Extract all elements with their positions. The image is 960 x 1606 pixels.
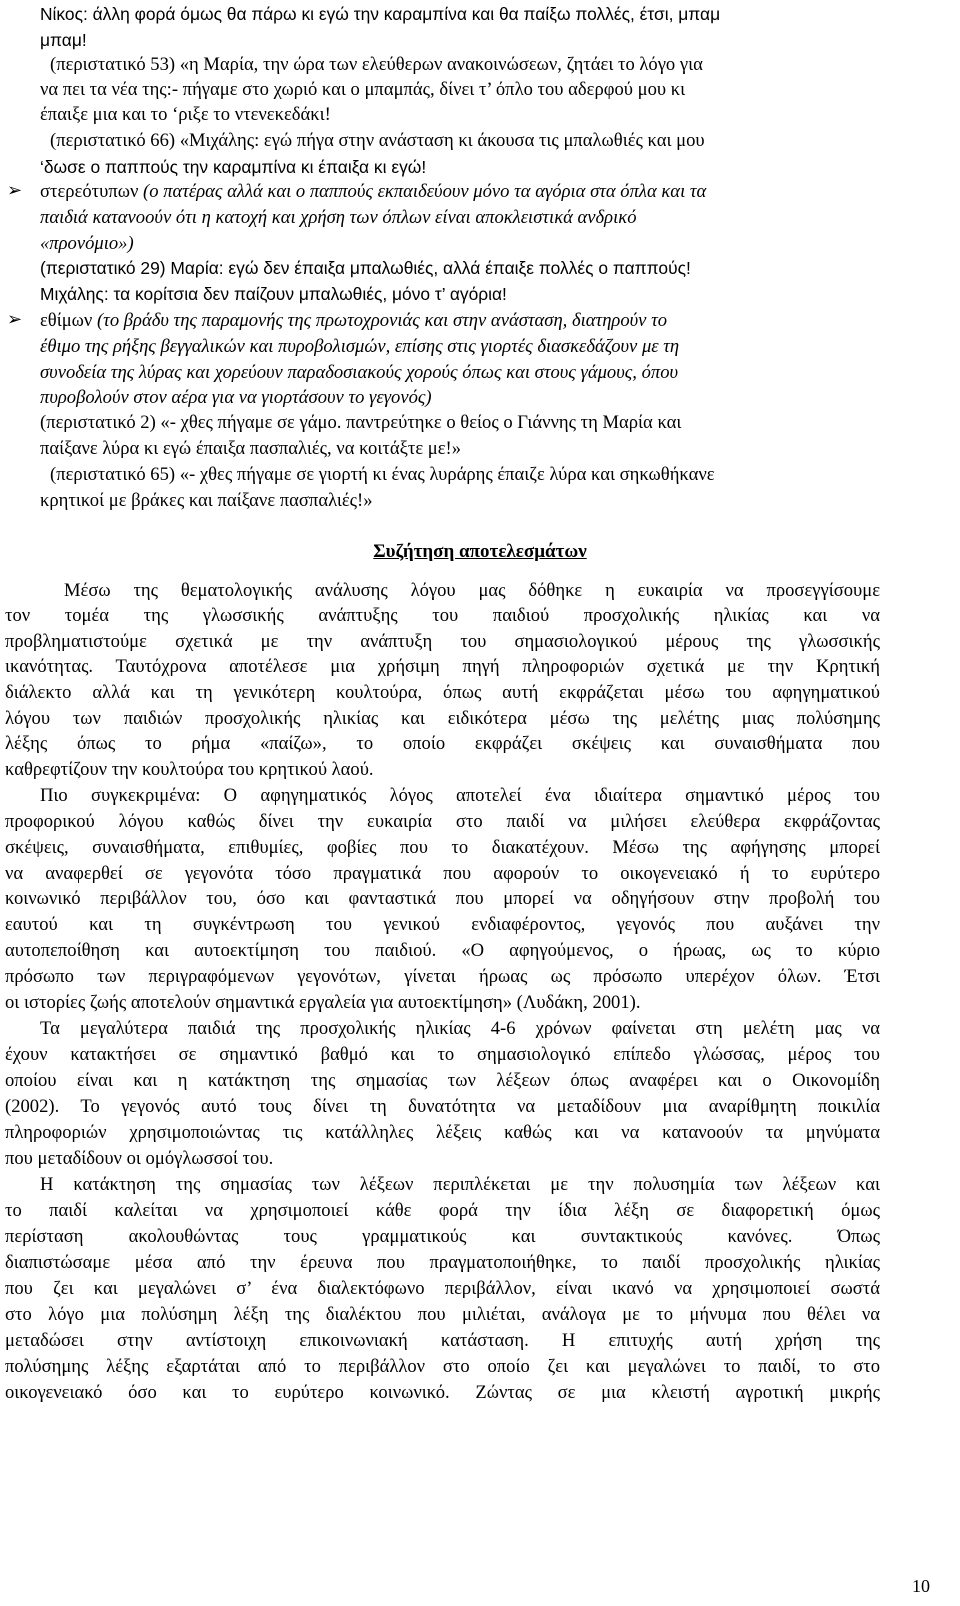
- customs-line-2: έθιμο της ρήξης βεγγαλικών και πυροβολισμών, επίσης στις γιορτές διασκεδάζουν με τη: [40, 336, 680, 357]
- para4-line: περίσταση ακολουθώντας τους γραμματικούς και συντακτικούς κανόνες. Όπως: [5, 1226, 880, 1247]
- stereotypes-bullet-line-1: στερεότυπων (ο πατέρας αλλά και ο παππούς εκπαιδεύουν μόνο τα αγόρια στα όπλα και τα: [40, 181, 707, 202]
- para2-line: να αναφερθεί σε γεγονότα τόσο πραγματικά που αφορούν το οικογενειακό ή το ευρύτερο: [5, 863, 880, 884]
- incident-65-line-2: κρητικοί με βράκες και παίξανε πασπαλιές!»: [40, 490, 373, 511]
- para2-line: αυτοπεποίθηση και αυτοεκτίμηση του παιδιού. «Ο αφηγούμενος, ο ήρωας, ως το κύριο: [5, 940, 880, 961]
- para2-line: προφορικού λόγου καθώς δίνει την ευκαιρία στο παιδί να μιλήσει ελεύθερα εκφράζοντας: [5, 811, 880, 832]
- stereotypes-line-3: «προνόμιο»): [40, 233, 134, 254]
- incident-53-line-2: να πει τα νέα της:- πήγαμε στο χωριό και ο μπαμπάς, δίνει τ’ όπλο του αδερφού μου κι: [40, 79, 686, 100]
- para4-line: μεταδώσει στην αντίστοιχη επικοινωνιακή κατάσταση. Η επιτυχής αυτή χρήση της: [5, 1330, 880, 1351]
- para4-line: στο λόγο μια πολύσημη λέξη της διαλέκτου που μιλιέται, ανάλογα με το μήνυμα που θέλει να: [5, 1304, 880, 1325]
- incident-53-line-3: έπαιξε μια και το ‘ριξε το ντενεκεδάκι!: [40, 104, 331, 125]
- para1-line: διάλεκτο αλλά και τη γενικότερη κουλτούρα, όπως αυτή εκφράζεται μέσω του αφηγηματικού: [5, 682, 880, 703]
- para2-line: σκέψεις, συναισθήματα, επιθυμίες, φοβίες που το διακατέχουν. Μέσω της αφήγησης μπορεί: [5, 837, 880, 858]
- para4-line: οικογενειακό όσο και το ευρύτερο κοινωνικό. Ζώντας σε μια κλειστή αγροτική μικρής: [5, 1382, 880, 1403]
- para1-line: λέξης όπως το ρήμα «παίζω», το οποίο εκφράζει σκέψεις και συναισθήματα που: [5, 733, 880, 754]
- incident-66-line-1: (περιστατικό 66) «Μιχάλης: εγώ πήγα στην ανάσταση κι άκουσα τις μπαλωθιές και μου: [50, 130, 705, 151]
- para3-line: Τα μεγαλύτερα παιδιά της προσχολικής ηλικίας 4-6 χρόνων φαίνεται στη μελέτη μας να: [40, 1018, 880, 1039]
- para4-line: διαπιστώσαμε μέσα από την έρευνα που πραγματοποιήθηκε, το παιδί προσχολικής ηλικίας: [5, 1252, 880, 1273]
- para3-line: (2002). Το γεγονός αυτό τους δίνει τη δυνατότητα να μεταδίδουν μια αναρίθμητη ποικιλία: [5, 1096, 880, 1117]
- para2-line: εαυτού και τη συγκέντρωση του γενικού ενδιαφέροντος, γεγονός που αυξάνει την: [5, 914, 880, 935]
- stereotypes-line-2: παιδιά κατανοούν ότι η κατοχή και χρήση των όπλων είναι αποκλειστικά ανδρικό: [40, 207, 637, 228]
- dialogue-niko-line-1: Νίκος: άλλη φορά όμως θα πάρω κι εγώ την καραμπίνα και θα παίξω πολλές, έτσι, μπαμ: [40, 4, 721, 24]
- customs-line-3: συνοδεία της λύρας και χορεύουν παραδοσιακούς χορούς όπως και στους γάμους, όπου: [40, 362, 679, 383]
- para4-line: που ζει και μεγαλώνει σ’ ένα διαλεκτόφωνο περιβάλλον, είναι ικανό να χρησιμοποιεί σωστά: [5, 1278, 880, 1299]
- para1-line: προβληματιστούμε σχετικά με την ανάπτυξη του σημασιολογικού μέρους της γλωσσικής: [5, 631, 880, 652]
- arrow-bullet-icon: ➢: [7, 180, 23, 201]
- incident-2-line-2: παίξανε λύρα κι εγώ έπαιξα πασπαλιές, να κοιτάξτε με!»: [40, 438, 462, 459]
- incident-66-line-2: ‘δωσε ο παππούς την καραμπίνα κι έπαιξα κι εγώ!: [40, 157, 427, 177]
- customs-bullet-line-1: εθίμων (το βράδυ της παραμονής της πρωτοχρονιάς και στην ανάσταση, διατηρούν το: [40, 310, 668, 331]
- para1-line: τον τομέα της γλωσσικής ανάπτυξης του παιδιού προσχολικής ηλικίας και να: [5, 605, 880, 626]
- para4-line: το παιδί καλείται να χρησιμοποιεί κάθε φορά την ίδια λέξη σε διαφορετική όμως: [5, 1200, 880, 1221]
- para3-line: έχουν κατακτήσει σε σημαντικό βαθμό και το σημασιολογικό επίπεδο γλώσσας, μέρος του: [5, 1044, 880, 1065]
- customs-line-4: πυροβολούν στον αέρα για να γιορτάσουν το γεγονός): [40, 387, 432, 408]
- incident-53-line-1: (περιστατικό 53) «η Μαρία, την ώρα των ελεύθερων ανακοινώσεων, ζητάει το λόγο για: [50, 54, 703, 75]
- arrow-bullet-icon: ➢: [7, 309, 23, 330]
- dialogue-niko-line-2: μπαμ!: [40, 30, 87, 50]
- para3-line-last: που μεταδίδουν οι ομόγλωσσοί του.: [5, 1148, 274, 1169]
- para1-line-last: καθρεφτίζουν την κουλτούρα του κρητικού λαού.: [5, 759, 374, 780]
- incident-65-line-1: (περιστατικό 65) «- χθες πήγαμε σε γιορτή κι ένας λυράρης έπαιζε λύρα και σηκωθήκανε: [50, 464, 715, 485]
- page-number: 10: [912, 1576, 930, 1596]
- para4-line: πολύσημης λέξης εξαρτάται από το περιβάλλον στο οποίο ζει και μεγαλώνει το παιδί, το στο: [5, 1356, 880, 1377]
- para2-line-last: οι ιστορίες ζωής αποτελούν σημαντικά εργαλεία για αυτοεκτίμηση» (Λυδάκη, 2001).: [5, 992, 641, 1013]
- para3-line: πληροφοριών χρησιμοποιώντας τις κατάλληλες λέξεις καθώς και να κατανοούν τα μηνύματα: [5, 1122, 880, 1143]
- para1-line: λόγου των παιδιών προσχολικής ηλικίας και ειδικότερα μέσω της μελέτης μιας πολύσημης: [5, 708, 880, 729]
- section-heading: Συζήτηση αποτελεσμάτων: [373, 541, 587, 562]
- para1-line: Μέσω της θεματολογικής ανάλυσης λόγου μας δόθηκε η ευκαιρία να προσεγγίσουμε: [64, 580, 880, 601]
- para2-line: Πιο συγκεκριμένα: Ο αφηγηματικός λόγος αποτελεί ένα ιδιαίτερα σημαντικό μέρος του: [40, 785, 880, 806]
- para1-line: ικανότητας. Ταυτόχρονα αποτέλεσε μια χρήσιμη πηγή πληροφοριών σχετικά με την Κρητική: [5, 656, 880, 677]
- para2-line: κοινωνικό περιβάλλον του, όσο και φανταστικά που μπορεί να οδηγήσουν στην προβολή του: [5, 888, 880, 909]
- para4-line: Η κατάκτηση της σημασίας των λέξεων περιπλέκεται με την πολυσημία των λέξεων και: [40, 1174, 880, 1195]
- para2-line: πρόσωπο των περιγραφόμενων γεγονότων, γίνεται ήρωας ως πρόσωπο υπερέχον όλων. Έτσι: [5, 966, 880, 987]
- incident-2-line-1: (περιστατικό 2) «- χθες πήγαμε σε γάμο. παντρεύτηκε ο θείος ο Γιάννης τη Μαρία και: [40, 412, 682, 433]
- incident-29-line-1: (περιστατικό 29) Μαρία: εγώ δεν έπαιξα μπαλωθιές, αλλά έπαιξε πολλές ο παππούς!: [40, 258, 691, 278]
- para3-line: οποίου είναι και η κατάκτηση της σημασίας των λέξεων όπως αναφέρει και ο Οικονομίδη: [5, 1070, 880, 1091]
- incident-29-line-2: Μιχάλης: τα κορίτσια δεν παίζουν μπαλωθιές, μόνο τ’ αγόρια!: [40, 284, 507, 304]
